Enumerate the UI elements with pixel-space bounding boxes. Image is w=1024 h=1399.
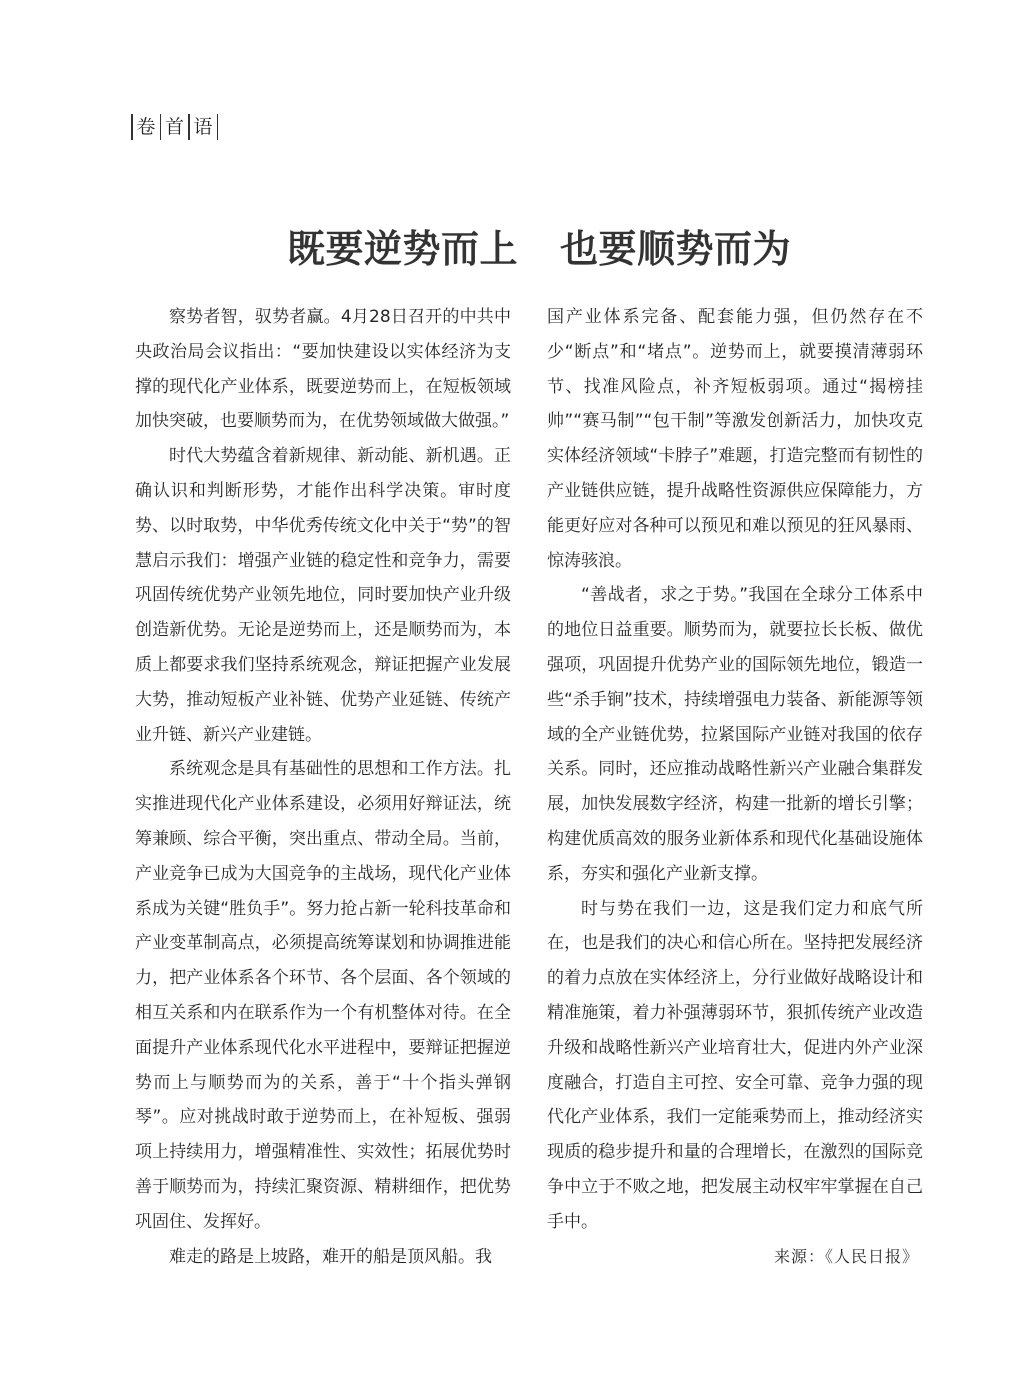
article-title-part2: 也要顺势而为	[560, 226, 792, 271]
paragraph: 系统观念是具有基础性的思想和工作方法。扎实推进现代化产业体系建设，必须用好辩证法，统筹兼顾、综合平衡，突出重点、带动全局。当前，产业竞争已成为大国竞争的主战场，现代化产业体系成为关键“胜负手”。努力抢占新一轮科技革命和产业变革制高点，必须提高统筹谋划和协调推进能力，把产业体系各个环节、各个层面、各个领域的相互关系和内在联系作为一个有机整体对待。在全面提升产业体系现代化水平进程中，要辩证把握逆势而上与顺势而为的关系，善于“十个指头弹钢琴”。应对挑战时敢于逆势而上，在补短板、强弱项上持续用力，增强精准性、实效性；拓展优势时善于顺势而为，持续汇聚资源、精耕细作，把优势巩固住、发挥好。	[135, 759, 511, 1232]
column-tag-divider	[217, 114, 219, 140]
paragraph: 时与势在我们一边，这是我们定力和底气所在，也是我们的决心和信心所在。坚持把发展经济的着力点放在实体经济上，分行业做好战略设计和精准施策，着力补强薄弱环节，狠抓传统产业改造升级和战略性新兴产业培育壮大，促进内外产业深度融合，打造自主可控、安全可靠、竞争力强的现代化产业体系，我们一定能乘势而上，推动经济实现质的稳步提升和量的合理增长，在激烈的国际竞争中立于不败之地，把发展主动权牢牢掌握在自己手中。	[547, 898, 923, 1232]
column-tag-char: 语	[193, 116, 213, 138]
column-tag-char: 卷	[136, 116, 156, 138]
article-title	[0, 218, 1024, 273]
paragraph: 难走的路是上坡路，难开的船是顶风船。我	[169, 1246, 492, 1267]
column-tag-char: 首	[165, 116, 185, 138]
paragraph: “善战者，求之于势。”我国在全球分工体系中的地位日益重要。顺势而为，就要拉长长板、做优强项，巩固提升优势产业的国际领先地位，锻造一些“杀手锏”技术，持续增强电力装备、新能源等领域的全产业链优势，拉紧国际产业链对我国的依存关系。同时，还应推动战略性新兴产业融合集群发展，加快发展数字经济，构建一批新的增长引擎；构建优质高效的服务业新体系和现代化基础设施体系，夯实和强化产业新支撑。	[547, 585, 923, 884]
paragraph-continued: 国产业体系完备、配套能力强，但仍然存在不少“断点”和“堵点”。逆势而上，就要摸清薄弱环节、找准风险点，补齐短板弱项。通过“揭榜挂帅”“赛马制”“包干制”等激发创新活力，加快攻克实体经济领域“卡脖子”难题，打造完整而有韧性的产业链供应链，提升战略性资源供应保障能力，方能更好应对各种可以预见和难以预见的狂风暴雨、惊涛骇浪。	[547, 307, 923, 571]
column-tag	[131, 112, 218, 142]
article-title-part1: 既要逆势而上	[287, 226, 519, 271]
paragraph: 察势者智，驭势者赢。4月28日召开的中共中央政治局会议指出：“要加快建设以实体经济为支撑的现代化产业体系，既要逆势而上，在短板领域加快突破，也要顺势而为，在优势领域做大做强。”	[135, 307, 511, 432]
left-column	[135, 300, 511, 1274]
source-credit: 来源：《人民日报》	[773, 1246, 919, 1266]
right-column	[547, 300, 923, 1274]
paragraph: 时代大势蕴含着新规律、新动能、新机遇。正确认识和判断形势，才能作出科学决策。审时度势、以时取势，中华优秀传统文化中关于“势”的智慧启示我们：增强产业链的稳定性和竞争力，需要巩固传统优势产业领先地位，同时要加快产业升级创造新优势。无论是逆势而上，还是顺势而为，本质上都要求我们坚持系统观念，辩证把握产业发展大势，推动短板产业补链、优势产业延链、传统产业升链、新兴产业建链。	[135, 446, 511, 745]
